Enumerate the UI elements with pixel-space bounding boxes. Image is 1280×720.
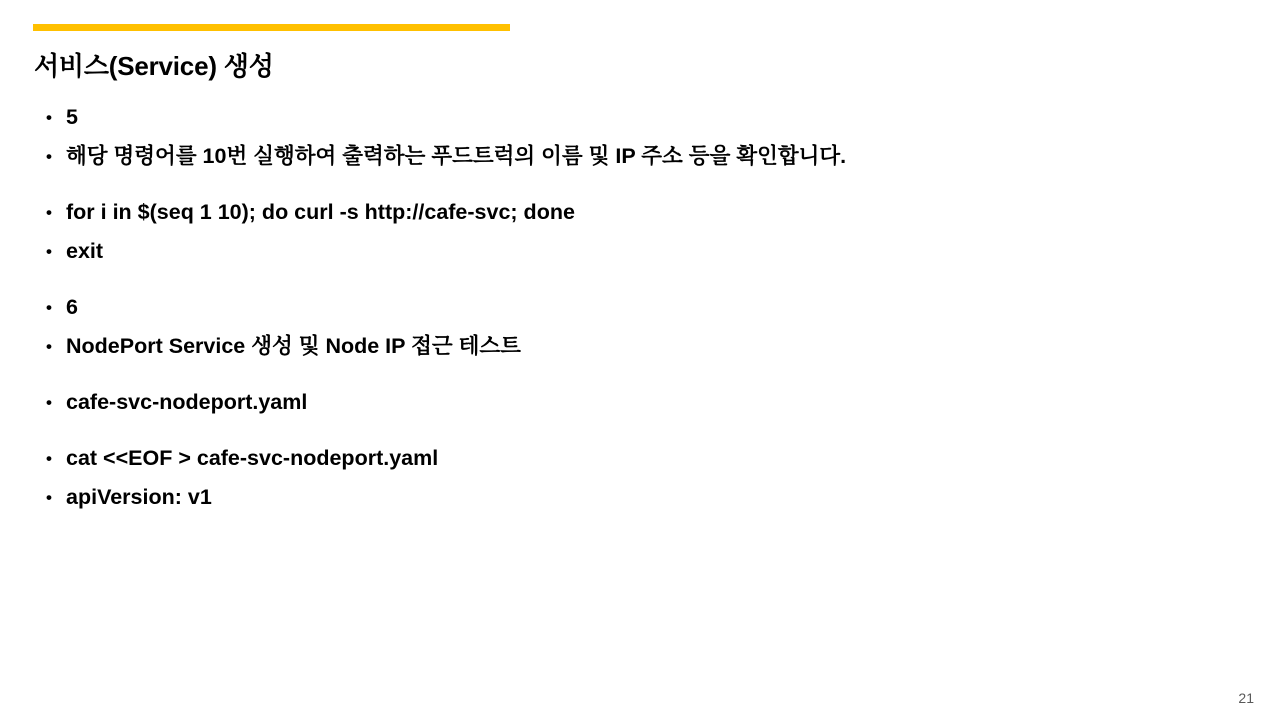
list-spacer <box>38 176 1238 193</box>
page-title: 서비스(Service) 생성 <box>34 51 274 81</box>
list-spacer <box>38 271 1238 288</box>
list-item: • 6 <box>38 288 1238 327</box>
list-item: • NodePort Service 생성 및 Node IP 접근 테스트 <box>38 327 1238 366</box>
list-item: • exit <box>38 232 1238 271</box>
list-item: • cafe-svc-nodeport.yaml <box>38 383 1238 422</box>
list-item: • apiVersion: v1 <box>38 478 1238 517</box>
list-spacer <box>38 422 1238 439</box>
title-accent-bar <box>33 24 510 31</box>
list-item: • for i in $(seq 1 10); do curl -s http://cafe-svc; done <box>38 193 1238 232</box>
list-item: • 해당 명령어를 10번 실행하여 출력하는 푸드트럭의 이름 및 IP 주소 등을 확인합니다. <box>38 137 1238 176</box>
slide-body-list <box>38 98 1238 517</box>
list-spacer <box>38 366 1238 383</box>
page-number: 21 <box>1238 690 1254 706</box>
list-item: • 5 <box>38 98 1238 137</box>
list-item: • cat <<EOF > cafe-svc-nodeport.yaml <box>38 439 1238 478</box>
